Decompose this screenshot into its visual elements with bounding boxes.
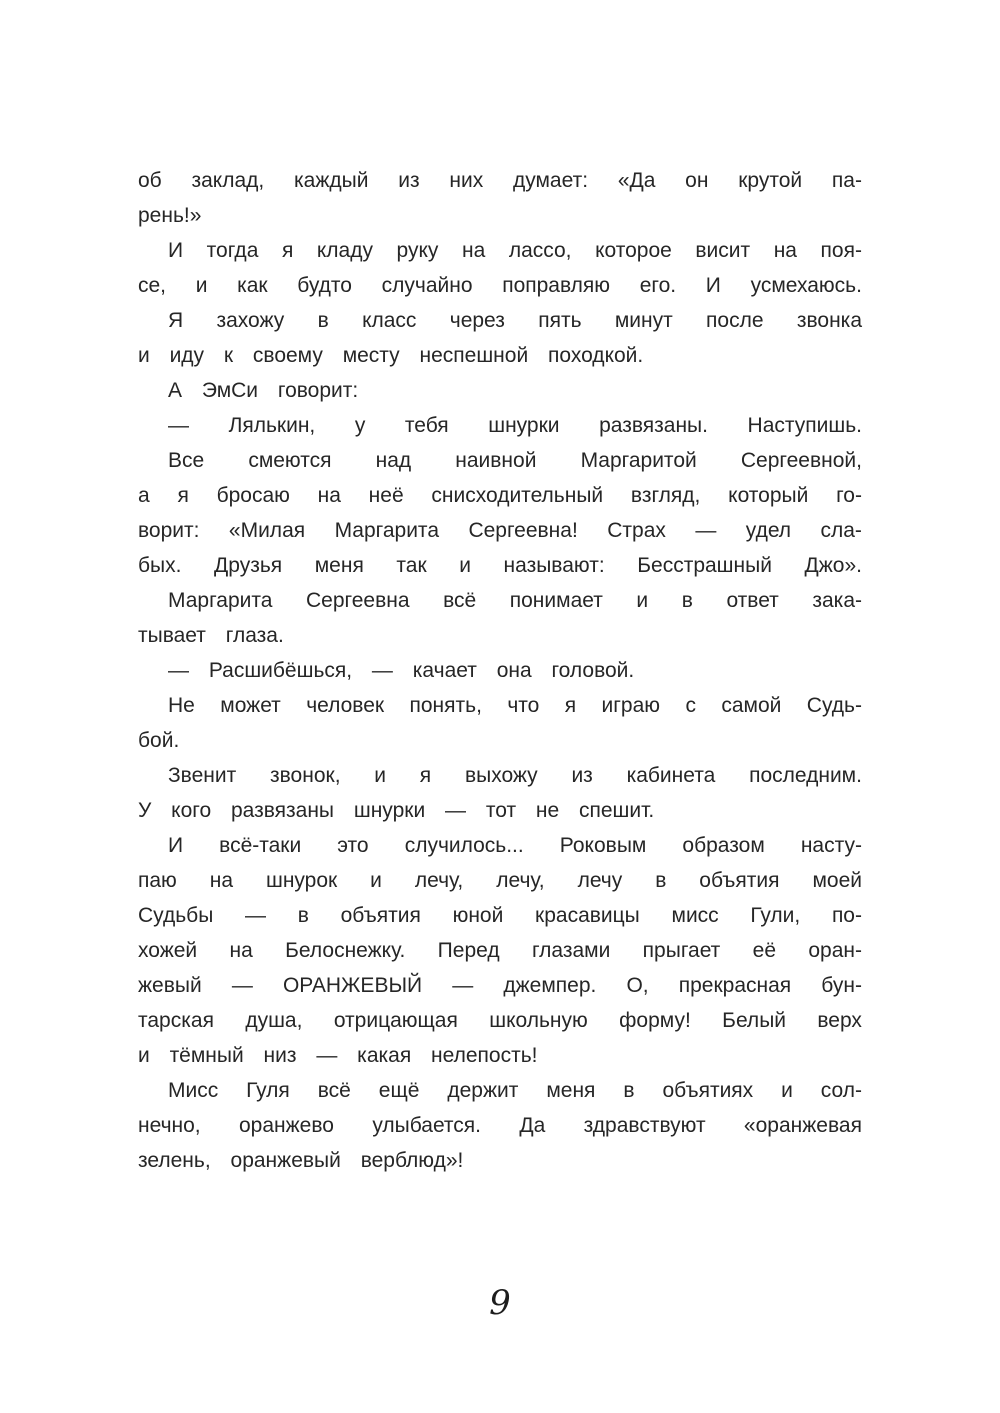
word: И: [168, 239, 184, 262]
word: —: [245, 904, 267, 927]
word: го-: [836, 484, 862, 507]
word: над: [375, 449, 412, 472]
text-line: [138, 688, 862, 723]
word: как: [237, 274, 268, 297]
word: тарская: [138, 1009, 214, 1032]
word: с: [685, 694, 696, 717]
word: тогда: [206, 239, 259, 262]
text-line: [138, 828, 862, 863]
word: взгляд,: [630, 484, 701, 507]
word: Лялькин,: [228, 414, 316, 437]
word: оранжево: [239, 1114, 334, 1137]
word: я: [281, 239, 294, 262]
word: руку: [396, 239, 439, 262]
word: здравствуют: [583, 1114, 706, 1137]
word: лечу: [577, 869, 623, 892]
word: се,: [138, 274, 167, 297]
word: лечу,: [496, 869, 545, 892]
word: Наступишь.: [747, 414, 862, 437]
word: всё: [443, 589, 477, 612]
word: —: [452, 974, 474, 997]
word: наивной: [455, 449, 537, 472]
word: по-: [831, 904, 862, 927]
word: в: [623, 1079, 635, 1102]
word: я: [177, 484, 189, 507]
word: из: [398, 169, 420, 192]
word: человек: [306, 694, 385, 717]
word: Мисс: [168, 1079, 219, 1102]
word: нечно,: [138, 1114, 201, 1137]
word: сол-: [820, 1079, 862, 1102]
word: Судь-: [806, 694, 862, 717]
word: об: [138, 169, 162, 192]
word: из: [571, 764, 593, 787]
word: Бесстрашный: [637, 554, 772, 577]
word: будто: [297, 274, 352, 297]
word: красавицы: [535, 904, 640, 927]
word: на: [317, 484, 341, 507]
text-line: А ЭмСи говорит:: [168, 379, 359, 402]
word: удел: [745, 519, 792, 542]
word: паю: [138, 869, 177, 892]
word: Маргаритой: [580, 449, 697, 472]
word: ОРАНЖЕВЫЙ: [282, 974, 423, 997]
word: —: [695, 519, 717, 542]
word: неё: [368, 484, 404, 507]
word: глазами: [531, 939, 611, 962]
word: меня: [546, 1079, 596, 1102]
text-line: [138, 863, 862, 898]
word: объятия: [340, 904, 421, 927]
word: её: [752, 939, 776, 962]
word: Белоснежку.: [285, 939, 406, 962]
word: О,: [626, 974, 649, 997]
word: Джо».: [804, 554, 862, 577]
word: отрицающая: [333, 1009, 458, 1032]
word: И: [705, 274, 721, 297]
word: Сергеевна!: [468, 519, 578, 542]
word: жевый: [138, 974, 202, 997]
word: Гули,: [750, 904, 801, 927]
text-line: [138, 1003, 862, 1038]
word: может: [220, 694, 281, 717]
word: самой: [721, 694, 782, 717]
word: Роковым: [559, 834, 647, 857]
word: кабинета: [626, 764, 716, 787]
text-line: [138, 1108, 862, 1143]
text-line: [138, 163, 862, 198]
word: которое: [595, 239, 672, 262]
word: и: [636, 589, 649, 612]
word: играю: [601, 694, 661, 717]
text-line: бой.: [138, 729, 180, 752]
word: форму!: [619, 1009, 691, 1032]
word: бросаю: [216, 484, 290, 507]
word: пять: [538, 309, 582, 332]
word: «оранжевая: [743, 1114, 862, 1137]
word: Все: [168, 449, 205, 472]
word: в: [655, 869, 667, 892]
word: держит: [447, 1079, 519, 1102]
word: у: [354, 414, 366, 437]
word: ответ: [726, 589, 779, 612]
word: Маргарита: [168, 589, 273, 612]
word: моей: [812, 869, 862, 892]
word: Перед: [437, 939, 500, 962]
word: который: [728, 484, 809, 507]
word: это: [337, 834, 369, 857]
word: «Милая: [228, 519, 306, 542]
word: «Да: [617, 169, 656, 192]
word: ещё: [378, 1079, 420, 1102]
word: Сергеевной,: [740, 449, 862, 472]
word: прекрасная: [678, 974, 792, 997]
text-line: и тёмный низ — какая нелепость!: [138, 1044, 538, 1067]
word: шнурок: [265, 869, 338, 892]
word: и: [195, 274, 208, 297]
word: смеются: [248, 449, 332, 472]
word: на: [229, 939, 253, 962]
word: что: [507, 694, 540, 717]
word: Я: [168, 309, 184, 332]
word: шнурки: [488, 414, 560, 437]
word: звонка: [796, 309, 862, 332]
word: и: [370, 869, 382, 892]
word: думает:: [512, 169, 589, 192]
word: понимает: [509, 589, 603, 612]
word: ворит:: [138, 519, 200, 542]
word: объятия: [699, 869, 780, 892]
page-text: [138, 163, 862, 1178]
text-line: [138, 478, 862, 513]
word: Друзья: [214, 554, 283, 577]
word: школьную: [489, 1009, 588, 1032]
word: зака-: [812, 589, 862, 612]
word: так: [396, 554, 427, 577]
word: случилось...: [404, 834, 524, 857]
word: бых.: [138, 554, 182, 577]
word: оран-: [808, 939, 862, 962]
word: юной: [452, 904, 504, 927]
word: душа,: [245, 1009, 303, 1032]
word: звонок,: [270, 764, 341, 787]
word: тебя: [404, 414, 449, 437]
word: —: [231, 974, 253, 997]
text-line: [138, 268, 862, 303]
word: он: [685, 169, 709, 192]
word: на: [461, 239, 486, 262]
word: сла-: [820, 519, 862, 542]
word: лечу,: [414, 869, 464, 892]
word: Не: [168, 694, 195, 717]
text-line: [138, 443, 862, 478]
word: и: [459, 554, 471, 577]
word: каждый: [294, 169, 369, 192]
word: Маргарита: [334, 519, 439, 542]
word: па-: [831, 169, 862, 192]
text-line: рень!»: [138, 204, 202, 227]
word: хожей: [138, 939, 198, 962]
word: минут: [614, 309, 673, 332]
text-line: [138, 968, 862, 1003]
text-line: [138, 548, 862, 583]
word: случайно: [381, 274, 473, 297]
word: последним.: [749, 764, 862, 787]
word: в: [681, 589, 693, 612]
word: Белый: [722, 1009, 787, 1032]
text-line: У кого развязаны шнурки — тот не спешит.: [138, 799, 655, 822]
word: образом: [682, 834, 765, 857]
word: я: [564, 694, 577, 717]
word: всё-таки: [219, 834, 302, 857]
word: Судьбы: [138, 904, 214, 927]
word: крутой: [738, 169, 803, 192]
word: Страх: [607, 519, 666, 542]
word: после: [706, 309, 764, 332]
word: выхожу: [464, 764, 538, 787]
word: них: [449, 169, 484, 192]
word: на: [773, 239, 797, 262]
word: называют:: [503, 554, 605, 577]
word: и: [781, 1079, 793, 1102]
word: прыгает: [642, 939, 721, 962]
text-line: [138, 303, 862, 338]
text-line: [138, 513, 862, 548]
text-line: [138, 758, 862, 793]
word: и: [374, 764, 387, 787]
word: бун-: [821, 974, 862, 997]
word: И: [168, 834, 184, 857]
word: в: [297, 904, 309, 927]
text-line: зелень, оранжевый верблюд»!: [138, 1149, 464, 1172]
word: джемпер.: [503, 974, 597, 997]
word: в: [317, 309, 329, 332]
word: усмехаюсь.: [750, 274, 862, 297]
word: снисходительный: [431, 484, 604, 507]
word: улыбается.: [372, 1114, 482, 1137]
text-line: [138, 408, 862, 443]
word: заклад,: [191, 169, 265, 192]
word: всё: [317, 1079, 351, 1102]
text-line: [138, 933, 862, 968]
word: Да: [519, 1114, 546, 1137]
text-line: [138, 233, 862, 268]
word: поправляю: [502, 274, 611, 297]
word: мисс: [671, 904, 719, 927]
word: Гуля: [246, 1079, 290, 1102]
word: лассо,: [508, 239, 572, 262]
word: развязаны.: [599, 414, 708, 437]
text-line: [138, 898, 862, 933]
word: захожу: [216, 309, 285, 332]
page-number: 9: [489, 1283, 511, 1323]
word: понять,: [409, 694, 482, 717]
text-line: и иду к своему месту неспешной походкой.: [138, 344, 644, 367]
word: на: [209, 869, 234, 892]
word: через: [449, 309, 505, 332]
word: класс: [362, 309, 417, 332]
word: меня: [314, 554, 364, 577]
text-line: [138, 1073, 862, 1108]
word: висит: [695, 239, 751, 262]
word: а: [138, 484, 150, 507]
word: насту-: [800, 834, 862, 857]
word: поя-: [820, 239, 862, 262]
word: Звенит: [168, 764, 237, 787]
text-line: [138, 583, 862, 618]
word: Сергеевна: [306, 589, 410, 612]
text-line: — Расшибёшься, — качает она головой.: [168, 659, 635, 682]
text-line: тывает глаза.: [138, 624, 284, 647]
word: верх: [817, 1009, 862, 1032]
word: его.: [639, 274, 677, 297]
word: я: [419, 764, 432, 787]
word: объятиях: [662, 1079, 754, 1102]
word: кладу: [316, 239, 373, 262]
word: —: [168, 414, 189, 437]
